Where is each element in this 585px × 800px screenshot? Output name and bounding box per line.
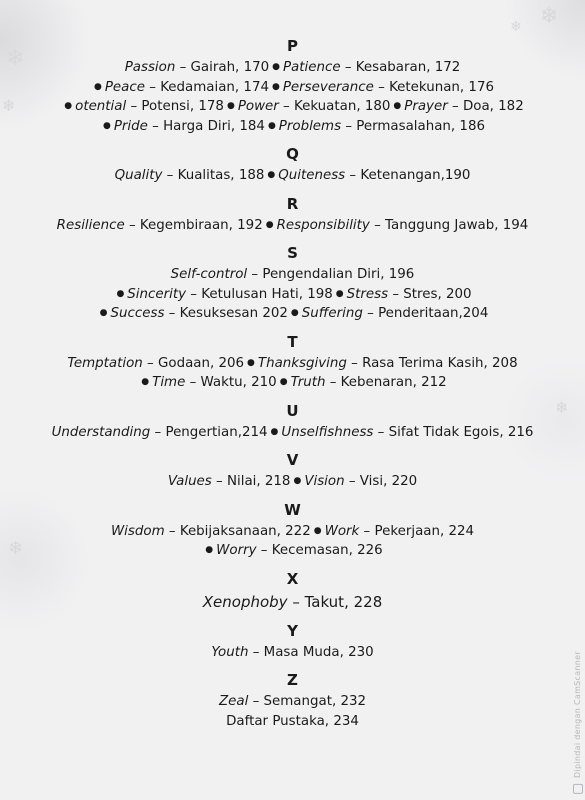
index-term: Wisdom xyxy=(110,523,165,539)
section-letter: Y xyxy=(287,621,298,640)
index-term: Peace xyxy=(104,79,145,95)
index-line xyxy=(0,117,585,137)
index-translation-page: – Semangat, 232 xyxy=(248,694,367,709)
index-translation-page: – Doa, 182 xyxy=(447,99,524,114)
camscanner-logo-icon xyxy=(573,784,583,794)
index-translation-page: – Permasalahan, 186 xyxy=(341,118,485,134)
section-letter: S xyxy=(287,244,298,262)
index-translation-page: – Kesabaran, 172 xyxy=(340,60,461,75)
bullet-icon: ● xyxy=(205,545,214,555)
index-translation-page: – Kecemasan, 226 xyxy=(256,543,383,558)
bullet-icon: ● xyxy=(116,288,125,299)
bullet-icon: ● xyxy=(64,101,73,111)
index-line xyxy=(0,423,585,443)
section-letter: V xyxy=(286,451,299,469)
index-line xyxy=(0,285,585,305)
index-term: Vision xyxy=(304,474,345,489)
index-translation-page: – Kesuksesan 202 xyxy=(164,306,288,321)
index-translation-page: – Potensi, 178 xyxy=(126,99,224,114)
index-translation-page: Daftar Pustaka, 234 xyxy=(226,713,359,729)
bullet-icon: ● xyxy=(270,426,279,437)
index-line xyxy=(0,166,585,186)
index-translation-page: – Kualitas, 188 xyxy=(162,168,265,183)
index-term: Xenophoby xyxy=(202,592,288,611)
index-line xyxy=(0,472,585,492)
index-term: Worry xyxy=(216,543,257,558)
snowflake-icon: ❄ xyxy=(555,398,569,417)
bullet-icon: ● xyxy=(99,308,108,318)
snowflake-icon: ❄ xyxy=(2,96,16,115)
section-letter: Z xyxy=(287,671,298,689)
index-term: Pride xyxy=(113,118,148,134)
index-term: Success xyxy=(110,306,165,321)
index-translation-page: – Sifat Tidak Egois, 216 xyxy=(373,424,534,440)
index-term: Zeal xyxy=(218,694,249,709)
section-letter: U xyxy=(286,401,299,420)
watermark-text: Dipindai dengan CamScanner xyxy=(573,651,582,779)
index-translation-page: – Stres, 200 xyxy=(388,286,472,302)
index-translation-page: – Kebijaksanaan, 222 xyxy=(164,523,311,539)
index-translation-page: – Penderitaan,204 xyxy=(362,306,489,321)
bullet-icon: ● xyxy=(267,120,276,131)
index-line xyxy=(0,712,585,732)
index-term: Unselfishness xyxy=(281,424,374,440)
index-term: Responsibility xyxy=(276,217,370,233)
index-translation-page: – Visi, 220 xyxy=(344,474,418,489)
bullet-icon: ● xyxy=(313,525,322,536)
index-translation-page: – Ketenangan,190 xyxy=(345,168,471,183)
index-term: Suffering xyxy=(301,306,363,321)
index-term: Quiteness xyxy=(278,168,346,183)
snowflake-icon: ❄ xyxy=(8,538,24,559)
index-term: Quality xyxy=(114,168,163,183)
index-line xyxy=(0,78,585,98)
index-line xyxy=(0,643,585,663)
index-line xyxy=(0,692,585,712)
index-term: Prayer xyxy=(404,99,448,114)
bullet-icon: ● xyxy=(272,81,280,92)
index-line xyxy=(0,354,585,374)
index-term: Perseverance xyxy=(282,79,374,95)
index-term: Temptation xyxy=(67,355,143,371)
bullet-icon: ● xyxy=(141,377,150,387)
index-translation-page: – Kekuatan, 180 xyxy=(278,99,391,114)
index-translation-page: – Waktu, 210 xyxy=(185,375,277,390)
index-translation-page: – Pengertian,214 xyxy=(150,424,268,440)
index-translation-page: – Tanggung Jawab, 194 xyxy=(369,217,529,233)
bullet-icon: ● xyxy=(94,81,102,92)
index-translation-page: – Ketekunan, 176 xyxy=(373,79,494,95)
index-line xyxy=(0,373,585,393)
section-letter: W xyxy=(284,500,301,519)
index-line xyxy=(0,97,585,117)
index-translation-page: – Pengendalian Diri, 196 xyxy=(247,267,415,282)
bullet-icon: ● xyxy=(265,219,274,230)
section-letter: Q xyxy=(286,145,299,163)
index-term: Power xyxy=(237,99,279,114)
index-translation-page: – Takut, 228 xyxy=(287,592,383,611)
section-letter: P xyxy=(287,37,298,55)
bullet-icon: ● xyxy=(279,377,288,387)
index-translation-page: – Harga Diri, 184 xyxy=(147,118,265,134)
index-line xyxy=(0,538,585,561)
index-term: Stress xyxy=(346,286,389,302)
index-line xyxy=(0,58,585,78)
index-line xyxy=(0,265,585,285)
index-line xyxy=(0,591,585,613)
index-line xyxy=(0,304,585,324)
section-letter: R xyxy=(286,194,299,213)
index-term: Understanding xyxy=(51,424,151,440)
index-term: Problems xyxy=(278,118,342,134)
bullet-icon: ● xyxy=(393,101,402,111)
snowflake-icon: ❄ xyxy=(510,19,522,35)
index-term: otential xyxy=(75,99,127,114)
scanner-watermark xyxy=(573,651,583,794)
index-term: Resilience xyxy=(56,217,125,233)
index-term: Youth xyxy=(211,644,249,660)
section-letter: T xyxy=(287,332,298,351)
index-translation-page: – Kedamaian, 174 xyxy=(144,79,269,95)
index-term: Self-control xyxy=(170,267,248,282)
index-term: Values xyxy=(167,474,212,489)
index-term: Truth xyxy=(290,375,326,390)
index-term: Time xyxy=(152,375,186,390)
index-line xyxy=(0,216,585,236)
bullet-icon: ● xyxy=(102,120,111,131)
index-line xyxy=(0,522,585,542)
snowflake-icon: ❄ xyxy=(540,4,559,29)
index-translation-page: – Pekerjaan, 224 xyxy=(359,523,475,539)
index-translation-page: – Gairah, 170 xyxy=(175,60,270,75)
bullet-icon: ● xyxy=(226,101,235,111)
index-term: Passion xyxy=(124,60,176,75)
index-translation-page: – Rasa Terima Kasih, 208 xyxy=(346,355,518,371)
bullet-icon: ● xyxy=(272,62,280,72)
index-term: Sincerity xyxy=(127,286,187,302)
bullet-icon: ● xyxy=(247,357,255,368)
index-translation-page: – Godaan, 206 xyxy=(142,355,245,371)
bullet-icon: ● xyxy=(335,288,344,299)
index-term: Thanksgiving xyxy=(257,355,347,371)
bullet-icon: ● xyxy=(293,476,302,486)
index-translation-page: – Kebenaran, 212 xyxy=(325,375,447,390)
bullet-icon: ● xyxy=(267,170,276,180)
index-list xyxy=(0,36,585,731)
section-letter: X xyxy=(286,569,299,588)
index-term: Patience xyxy=(282,60,341,75)
index-translation-page: – Kegembiraan, 192 xyxy=(124,217,263,233)
bullet-icon: ● xyxy=(290,308,299,318)
index-translation-page: – Masa Muda, 230 xyxy=(248,644,374,660)
snowflake-icon: ❄ xyxy=(6,46,25,71)
index-translation-page: – Ketulusan Hati, 198 xyxy=(186,286,333,302)
index-translation-page: – Nilai, 218 xyxy=(211,474,291,489)
index-term: Work xyxy=(324,523,360,539)
